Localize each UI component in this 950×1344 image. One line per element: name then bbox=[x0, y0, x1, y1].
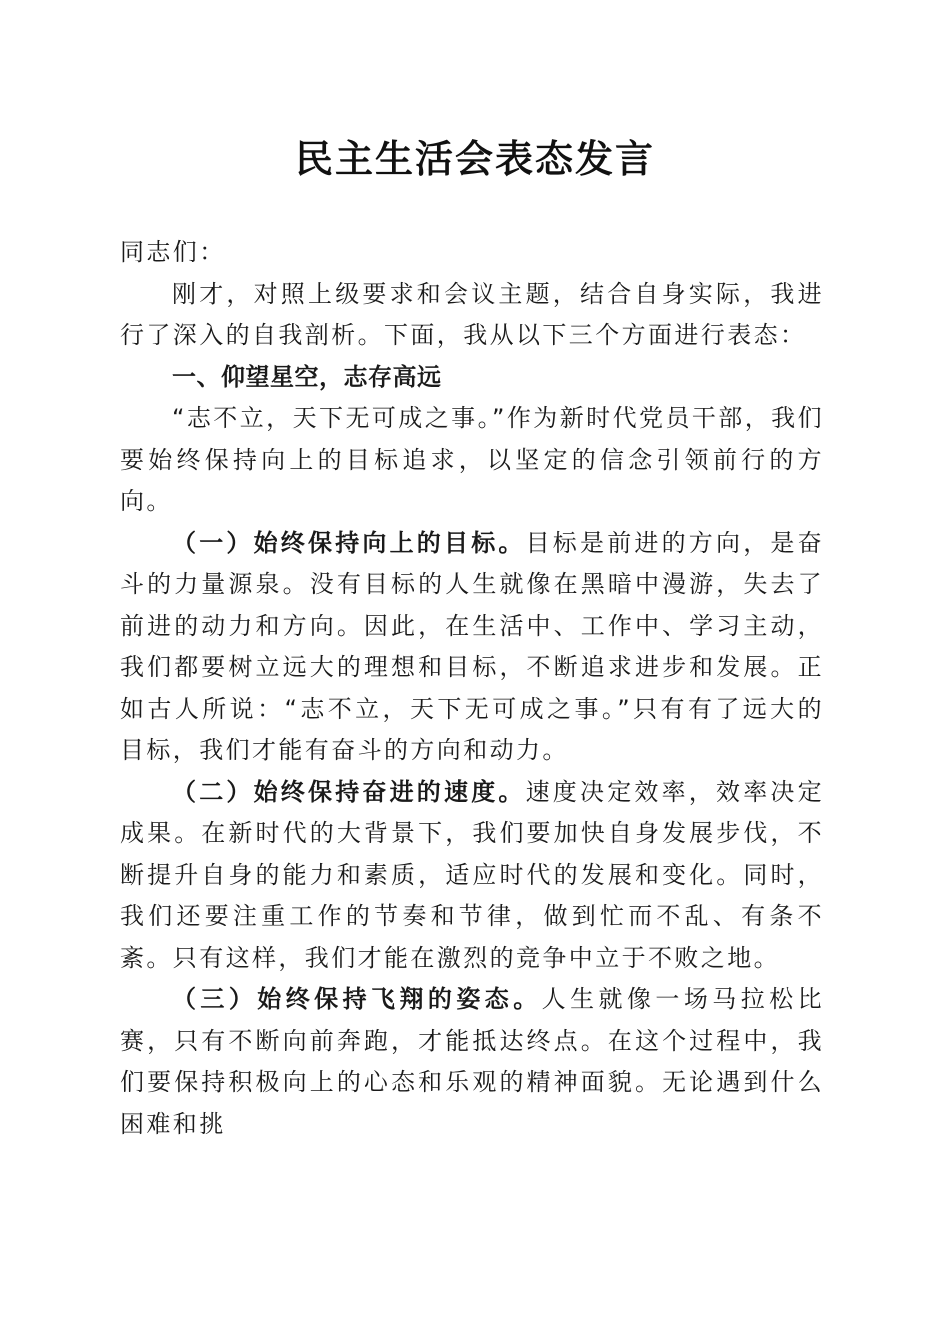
document-title: 民主生活会表态发言 bbox=[294, 136, 655, 181]
intro-paragraph: 刚才，对照上级要求和会议主题，结合自身实际，我进行了深入的自我剖析。下面，我从以下三个方面进行表态： bbox=[120, 279, 824, 349]
item-subheading-1: （一）始终保持向上的目标。 bbox=[172, 528, 526, 557]
item-paragraph-3 bbox=[120, 979, 824, 1145]
item-text-1: 目标是前进的方向，是奋斗的力量源泉。没有目标的人生就像在黑暗中漫游，失去了前进的动力和方向。因此，在生活中、工作中、学习主动，我们都要树立远大的理想和目标，不断追求进步和发展。正如古人所说：“志不立，天下无可成之事。”只有有了远大的目标，我们才能有奋斗的方向和动力。 bbox=[120, 528, 824, 764]
item-text-2: 速度决定效率，效率决定成果。在新时代的大背景下，我们要加快自身发展步伐，不断提升自身的能力和素质，适应时代的发展和变化。同时，我们还要注重工作的节奏和节律，做到忙而不乱、有条不紊。只有这样，我们才能在激烈的竞争中立于不败之地。 bbox=[120, 777, 824, 972]
section-lead-paragraph: “志不立，天下无可成之事。”作为新时代党员干部，我们要始终保持向上的目标追求，以坚定的信念引领前行的方向。 bbox=[120, 404, 824, 515]
section-heading: 一、仰望星空，志存高远 bbox=[172, 362, 442, 391]
item-subheading-2: （二）始终保持奋进的速度。 bbox=[172, 777, 526, 806]
item-paragraph-1 bbox=[120, 523, 824, 772]
salutation: 同志们： bbox=[120, 238, 226, 266]
item-text-3: 人生就像一场马拉松比赛，只有不断向前奔跑，才能抵达终点。在这个过程中，我们要保持积极向上的心态和乐观的精神面貌。无论遇到什么困难和挑 bbox=[120, 985, 824, 1138]
item-subheading-3: （三）始终保持飞翔的姿态。 bbox=[172, 985, 542, 1013]
document-body bbox=[120, 232, 824, 1145]
item-paragraph-2 bbox=[120, 772, 824, 980]
